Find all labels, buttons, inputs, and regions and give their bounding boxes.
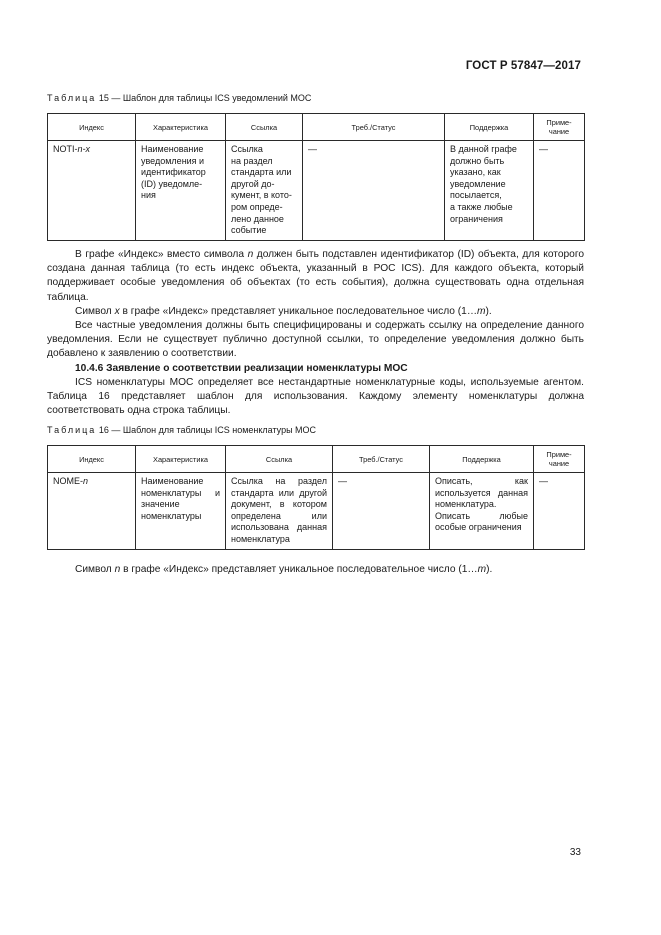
cell-status: —: [303, 141, 445, 241]
header-status: Треб./Статус: [303, 114, 445, 141]
table-15-caption: [47, 93, 311, 103]
index-variable: n: [83, 476, 89, 486]
document-standard-header: ГОСТ Р 57847—2017: [465, 60, 581, 72]
body-text-block-2: [47, 563, 584, 577]
paragraph: ICS номенклатуры МОС определяет все нестандартные номенклатурные коды, используемые агентом. Таблица 16 представляет шаблон для использования. Каждому элементу номенклатуры должна соответствовать одна строка таблицы.: [47, 376, 584, 417]
section-heading: 10.4.6 Заявление о соответствии реализации номенклатуры МОС: [75, 362, 408, 374]
index-prefix: NOTI-: [53, 144, 78, 154]
cell-reference: Ссылка на раздел стандарта или другой документ, в котором определена или использована данная номенклатура: [226, 473, 333, 550]
page-number: 33: [569, 847, 581, 858]
index-prefix: NOME-: [53, 476, 83, 486]
paragraph: [47, 248, 584, 305]
cell-note: —: [534, 473, 585, 550]
header-note: Приме- чание: [534, 446, 585, 473]
header-characteristic: Характеристика: [136, 446, 226, 473]
text-span: должен быть подставлен идентификатор (ID) объекта, для которого создана данная таблица (то есть индекс объекта, указанный в РОС ICS). Для каждого объекта, который поддерживает особые уведомления об объектах (то есть события), должна существовать одна отдельная таблица.: [47, 249, 585, 303]
header-support: Поддержка: [430, 446, 534, 473]
cell-note: —: [534, 141, 585, 241]
text-span: в графе «Индекс» представляет уникальное последовательное число (1…: [119, 305, 478, 317]
text-span: Символ: [75, 305, 115, 317]
text-span: в графе «Индекс» представляет уникальное последовательное число (1…: [120, 564, 478, 575]
cell-reference: Ссылка на раздел стандарта или другой до- кумент, в кото- ром опреде- лено данное событие: [226, 141, 303, 241]
paragraph: [47, 305, 584, 319]
table-15: [47, 113, 585, 241]
table-16-caption: [47, 425, 316, 435]
cell-characteristic: Наименование уведомления и идентификатор (ID) уведомле- ния: [136, 141, 226, 241]
table-caption-prefix: Таблица: [47, 425, 97, 435]
body-text-block: [47, 248, 584, 418]
table-header-row: [48, 114, 585, 141]
cell-support: В данной графе должно быть указано, как уведомление посылается, а также любые ограничения: [445, 141, 534, 241]
table-row: [48, 473, 585, 550]
table-caption-text: 16 — Шаблон для таблицы ICS номенклатуры МОС: [98, 425, 317, 435]
paragraph: [47, 563, 584, 577]
variable: n: [114, 564, 121, 575]
table-header-row: [48, 446, 585, 473]
header-note: Приме- чание: [534, 114, 585, 141]
header-characteristic: Характеристика: [136, 114, 226, 141]
cell-support: Описать, как используется данная номенклатура. Описать любые особые ограничения: [430, 473, 534, 550]
cell-characteristic: Наименование номенклатуры и значение номенклатуры: [136, 473, 226, 550]
text-span: Символ: [75, 564, 115, 575]
index-variable: n-x: [77, 144, 91, 154]
header-reference: Ссылка: [226, 114, 303, 141]
table-caption-text: 15 — Шаблон для таблицы ICS уведомлений МОС: [98, 93, 312, 103]
table-row: [48, 141, 585, 241]
variable: m: [477, 305, 486, 317]
text-span: ).: [485, 305, 492, 317]
table-16: [47, 445, 585, 550]
table-caption-prefix: Таблица: [47, 93, 97, 103]
header-reference: Ссылка: [226, 446, 333, 473]
header-index: Индекс: [48, 114, 136, 141]
header-index: Индекс: [48, 446, 136, 473]
text-span: В графе «Индекс» вместо символа: [75, 249, 248, 260]
cell-index: [48, 473, 136, 550]
variable: n: [247, 249, 254, 260]
header-status: Треб./Статус: [333, 446, 430, 473]
header-support: Поддержка: [445, 114, 534, 141]
variable: x: [114, 305, 120, 317]
text-span: ).: [486, 564, 493, 575]
cell-index: [48, 141, 136, 241]
paragraph: Все частные уведомления должны быть специфицированы и содержать ссылку на определение данного уведомления. Если не существует публично доступной ссылки, то определение уведомления должно быть добавлено к заявлению о соответствии.: [47, 320, 584, 360]
cell-status: —: [333, 473, 430, 550]
variable: m: [477, 564, 487, 575]
